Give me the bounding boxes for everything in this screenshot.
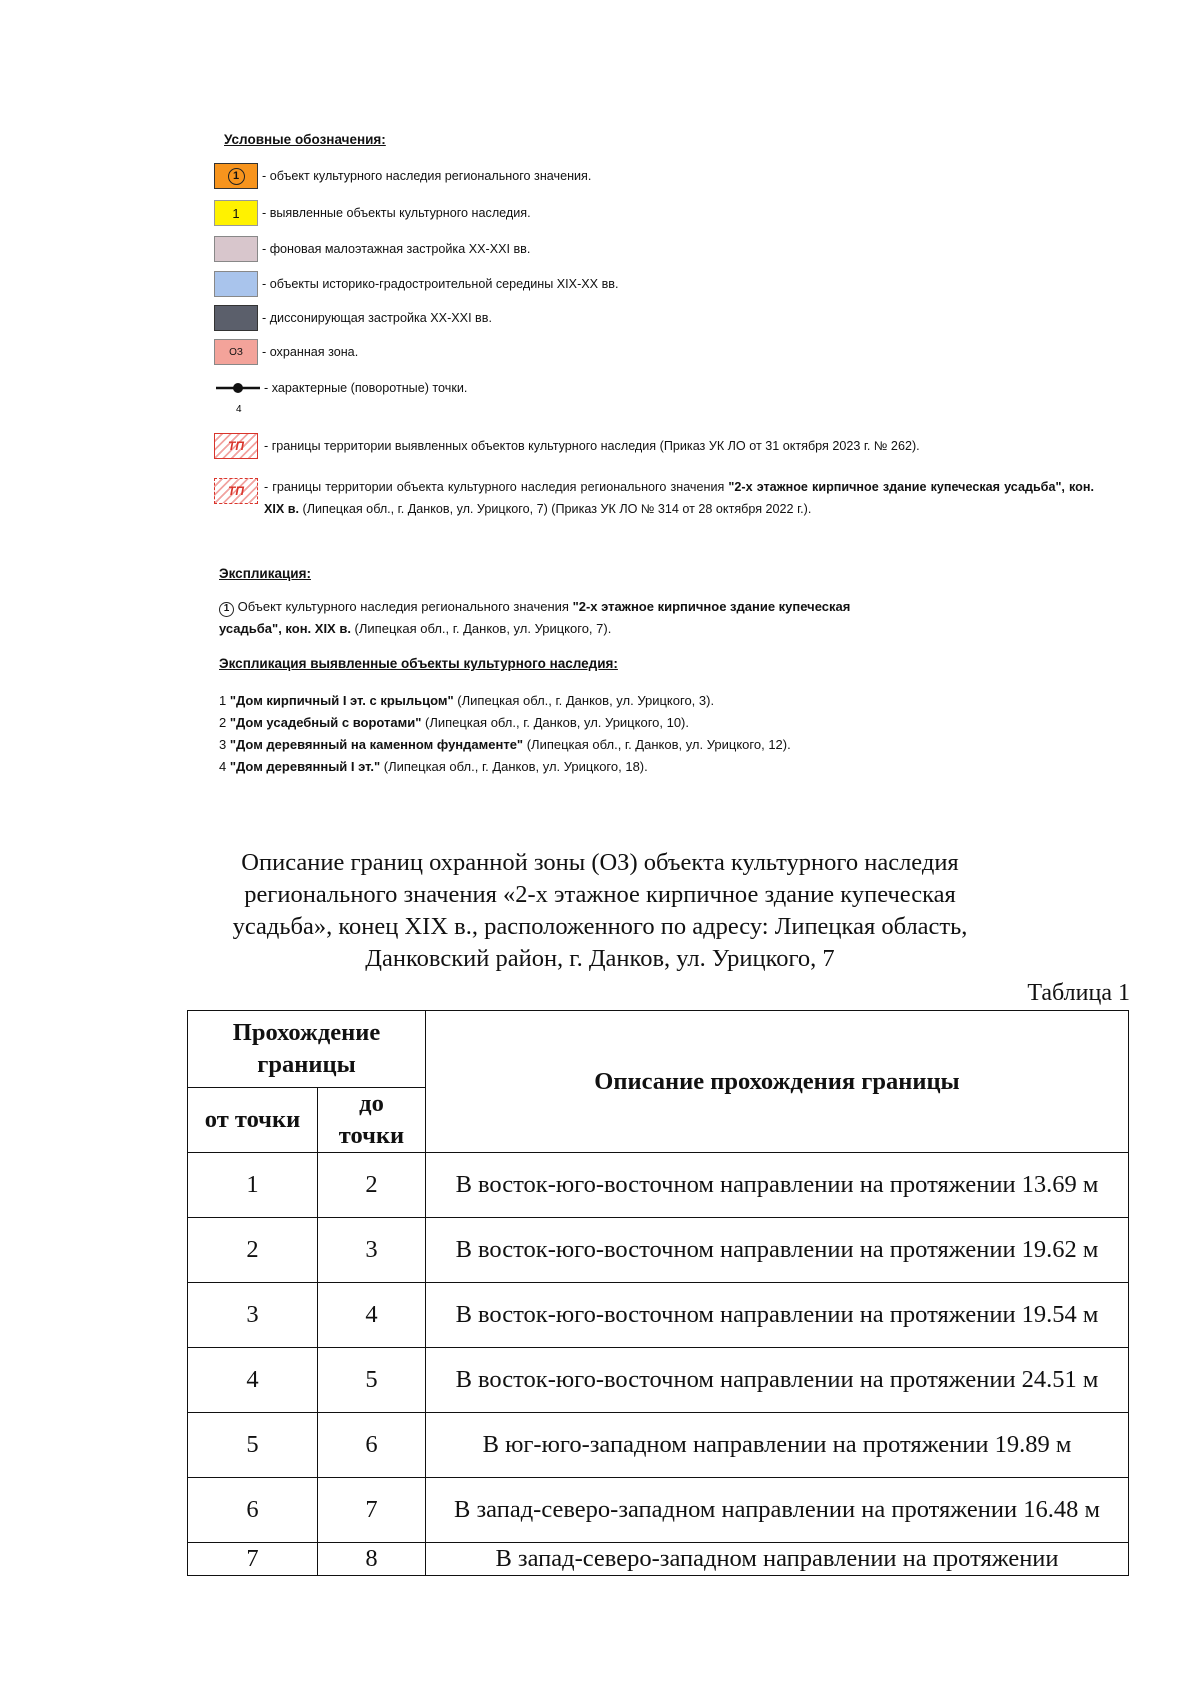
- table-row: [188, 1283, 1129, 1348]
- cell-to: 3: [318, 1218, 426, 1283]
- cell-from: 2: [188, 1218, 318, 1283]
- legend-item-historic-objects: [214, 270, 1114, 298]
- table-row: [188, 1543, 1129, 1576]
- boundary-table: [187, 1010, 1129, 1576]
- list-item: 4 "Дом деревянный I эт." (Липецкая обл., г. Данков, ул. Урицкого, 18).: [219, 759, 648, 774]
- turning-point-icon: [214, 376, 262, 416]
- swatch-oz: ОЗ: [214, 339, 258, 365]
- legend-item-protection-zone: [214, 338, 1114, 366]
- circled-number-icon: 1: [228, 168, 245, 185]
- cell-description: В восток-юго-восточном направлении на протяжении 19.54 м: [426, 1283, 1129, 1348]
- legend-item-identified-territory: [214, 432, 1114, 460]
- header-description: Описание прохождения границы: [426, 1011, 1129, 1153]
- cell-description: В юг-юго-западном направлении на протяжении 19.89 м: [426, 1413, 1129, 1478]
- cell-description: В восток-юго-восточном направлении на протяжении 13.69 м: [426, 1153, 1129, 1218]
- cell-to: 6: [318, 1413, 426, 1478]
- legend-label: - объект культурного наследия регионального значения.: [262, 169, 592, 183]
- legend-item-background-buildings: [214, 235, 1114, 263]
- cell-description: В запад-северо-западном направлении на протяжении: [426, 1543, 1129, 1576]
- legend-item-heritage-territory: [214, 476, 1094, 520]
- legend-label: - диссонирующая застройка XX-XXI вв.: [262, 311, 492, 325]
- legend-item-dissonant-buildings: [214, 304, 1114, 332]
- legend-label: [264, 476, 1094, 520]
- header-to-point: до точки: [318, 1088, 426, 1153]
- explication-part: Объект культурного наследия регионального значения: [234, 599, 573, 614]
- legend-label: - фоновая малоэтажная застройка XX-XXI вв.: [262, 242, 531, 256]
- cell-to: 2: [318, 1153, 426, 1218]
- legend-item-turning-points: [214, 376, 1114, 416]
- legend-label: - охранная зона.: [262, 345, 359, 359]
- document-heading: Описание границ охранной зоны (ОЗ) объекта культурного наследия регионального значения «2-х этажное кирпичное здание купеческая усадьба», конец XIX в., расположенного по адресу: Липецкая область, Данковский район, г. Данков, ул. Урицкого, 7: [232, 849, 968, 972]
- circled-number-icon: 1: [219, 602, 234, 617]
- table-row: [188, 1478, 1129, 1543]
- list-item: 3 "Дом деревянный на каменном фундаменте" (Липецкая обл., г. Данков, ул. Урицкого, 12).: [219, 737, 791, 752]
- list-item: 2 "Дом усадебный с воротами" (Липецкая обл., г. Данков, ул. Урицкого, 10).: [219, 715, 690, 730]
- list-item: 1 "Дом кирпичный I эт. с крыльцом" (Липецкая обл., г. Данков, ул. Урицкого, 3).: [219, 693, 715, 708]
- legend-item-identified-heritage: [214, 199, 1114, 227]
- header-boundary-pass: Прохождение границы: [188, 1011, 426, 1088]
- swatch-blue: [214, 271, 258, 297]
- explication-bold: "2-х этажное кирпичное здание купеческая усадьба", кон. XIX в.: [219, 599, 851, 636]
- legend-item-heritage-regional: [214, 162, 1114, 190]
- cell-to: 5: [318, 1348, 426, 1413]
- cell-from: 7: [188, 1543, 318, 1576]
- legend-label: - объекты историко-градостроительной середины XIX-XX вв.: [262, 277, 619, 291]
- legend-text-bold: "2-х этажное кирпичное здание купеческая усадьба", кон. XIX в.: [264, 480, 1094, 516]
- table-header-row: [188, 1011, 1129, 1088]
- table-row: [188, 1153, 1129, 1218]
- cell-description: В запад-северо-западном направлении на протяжении 16.48 м: [426, 1478, 1129, 1543]
- table-label: Таблица 1: [1027, 980, 1130, 1006]
- legend-label: - выявленные объекты культурного наследия.: [262, 206, 531, 220]
- explication-text: [219, 596, 899, 640]
- legend-label: - границы территории выявленных объектов культурного наследия (Приказ УК ЛО от 31 октября 2023 г. № 262).: [264, 439, 920, 453]
- swatch-orange: [214, 163, 258, 189]
- cell-to: 8: [318, 1543, 426, 1576]
- cell-from: 1: [188, 1153, 318, 1218]
- hatch-red-icon: ТП: [214, 433, 258, 459]
- header-from-point: от точки: [188, 1088, 318, 1153]
- table-row: [188, 1348, 1129, 1413]
- explication-title: Экспликация:: [219, 566, 311, 581]
- hatch-red-dashed-icon: ТП: [214, 478, 258, 504]
- cell-to: 4: [318, 1283, 426, 1348]
- table-row: [188, 1218, 1129, 1283]
- cell-from: 5: [188, 1413, 318, 1478]
- swatch-yellow: 1: [214, 200, 258, 226]
- cell-from: 3: [188, 1283, 318, 1348]
- explication-found-title: Экспликация выявленные объекты культурного наследия:: [219, 656, 618, 671]
- legend-title: Условные обозначения:: [224, 132, 386, 147]
- cell-description: В восток-юго-восточном направлении на протяжении 19.62 м: [426, 1218, 1129, 1283]
- cell-description: В восток-юго-восточном направлении на протяжении 24.51 м: [426, 1348, 1129, 1413]
- cell-from: 6: [188, 1478, 318, 1543]
- legend-text-part: (Липецкая обл., г. Данков, ул. Урицкого, 7) (Приказ УК ЛО № 314 от 28 октября 2022 г.).: [299, 502, 812, 516]
- turning-point-number: 4: [236, 404, 242, 415]
- swatch-dark: [214, 305, 258, 331]
- table-row: [188, 1413, 1129, 1478]
- legend-text-part: - границы территории объекта культурного наследия регионального значения: [264, 480, 729, 494]
- cell-to: 7: [318, 1478, 426, 1543]
- explication-part: (Липецкая обл., г. Данков, ул. Урицкого, 7).: [350, 621, 612, 636]
- swatch-pink: [214, 236, 258, 262]
- cell-from: 4: [188, 1348, 318, 1413]
- explication-found-list: [219, 690, 1099, 778]
- legend-label: - характерные (поворотные) точки.: [264, 381, 468, 395]
